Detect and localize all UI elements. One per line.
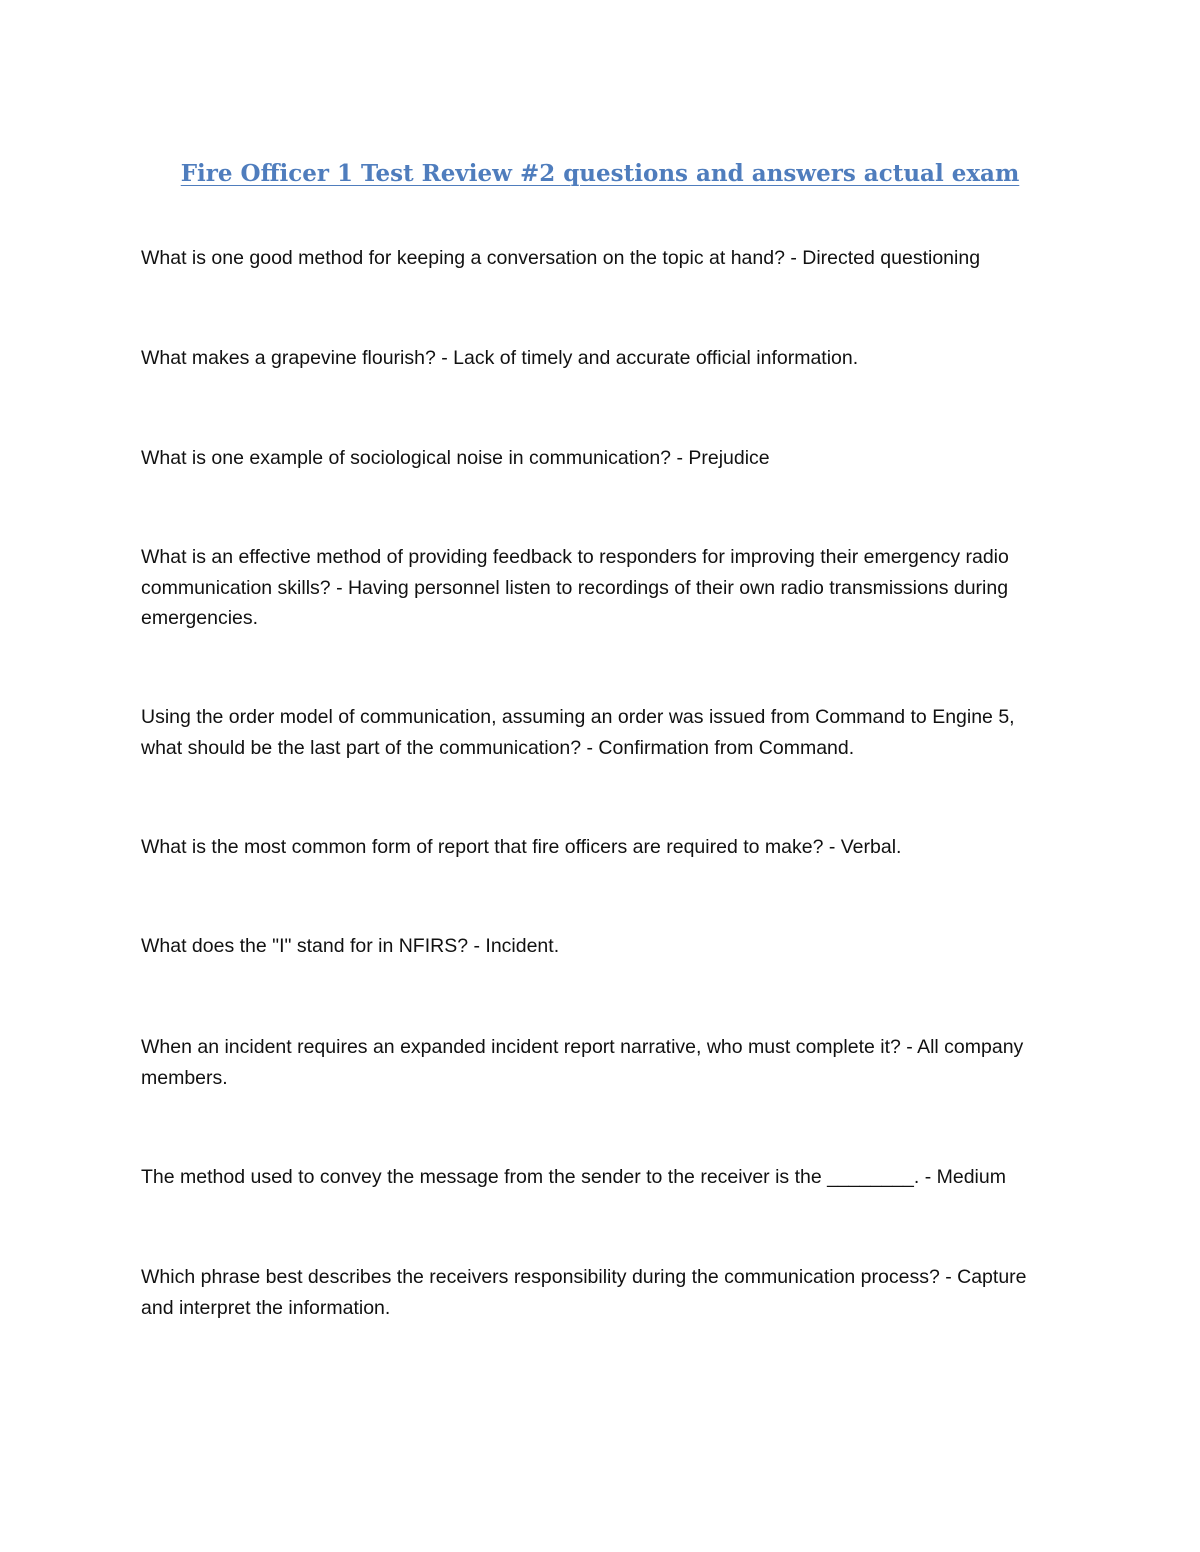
- qa-item-10: Which phrase best describes the receivers responsibility during the communication process? - Capture and interpret the information.: [141, 1266, 1027, 1319]
- qa-item-2: What makes a grapevine flourish? - Lack of timely and accurate official information.: [141, 347, 859, 369]
- qa-item-3: What is one example of sociological noise in communication? - Prejudice: [141, 447, 770, 469]
- document-title: Fire Officer 1 Test Review #2 questions and answers actual exam: [180, 160, 1020, 187]
- qa-item-6: What is the most common form of report that fire officers are required to make? - Verbal.: [141, 836, 902, 858]
- qa-item-5: Using the order model of communication, assuming an order was issued from Command to Engine 5, what should be the last part of the communication? - Confirmation from Command.: [141, 706, 1015, 759]
- qa-item-8: When an incident requires an expanded incident report narrative, who must complete it? - All company members.: [141, 1036, 1024, 1089]
- qa-item-1: What is one good method for keeping a conversation on the topic at hand? - Directed questioning: [141, 247, 981, 269]
- qa-item-9: The method used to convey the message from the sender to the receiver is the ________. - Medium: [141, 1166, 1006, 1188]
- qa-item-4: What is an effective method of providing feedback to responders for improving their emergency radio communication skills? - Having personnel listen to recordings of their own radio transmissions during emergencies.: [141, 546, 1009, 629]
- qa-item-7: What does the "I" stand for in NFIRS? - Incident.: [141, 935, 560, 957]
